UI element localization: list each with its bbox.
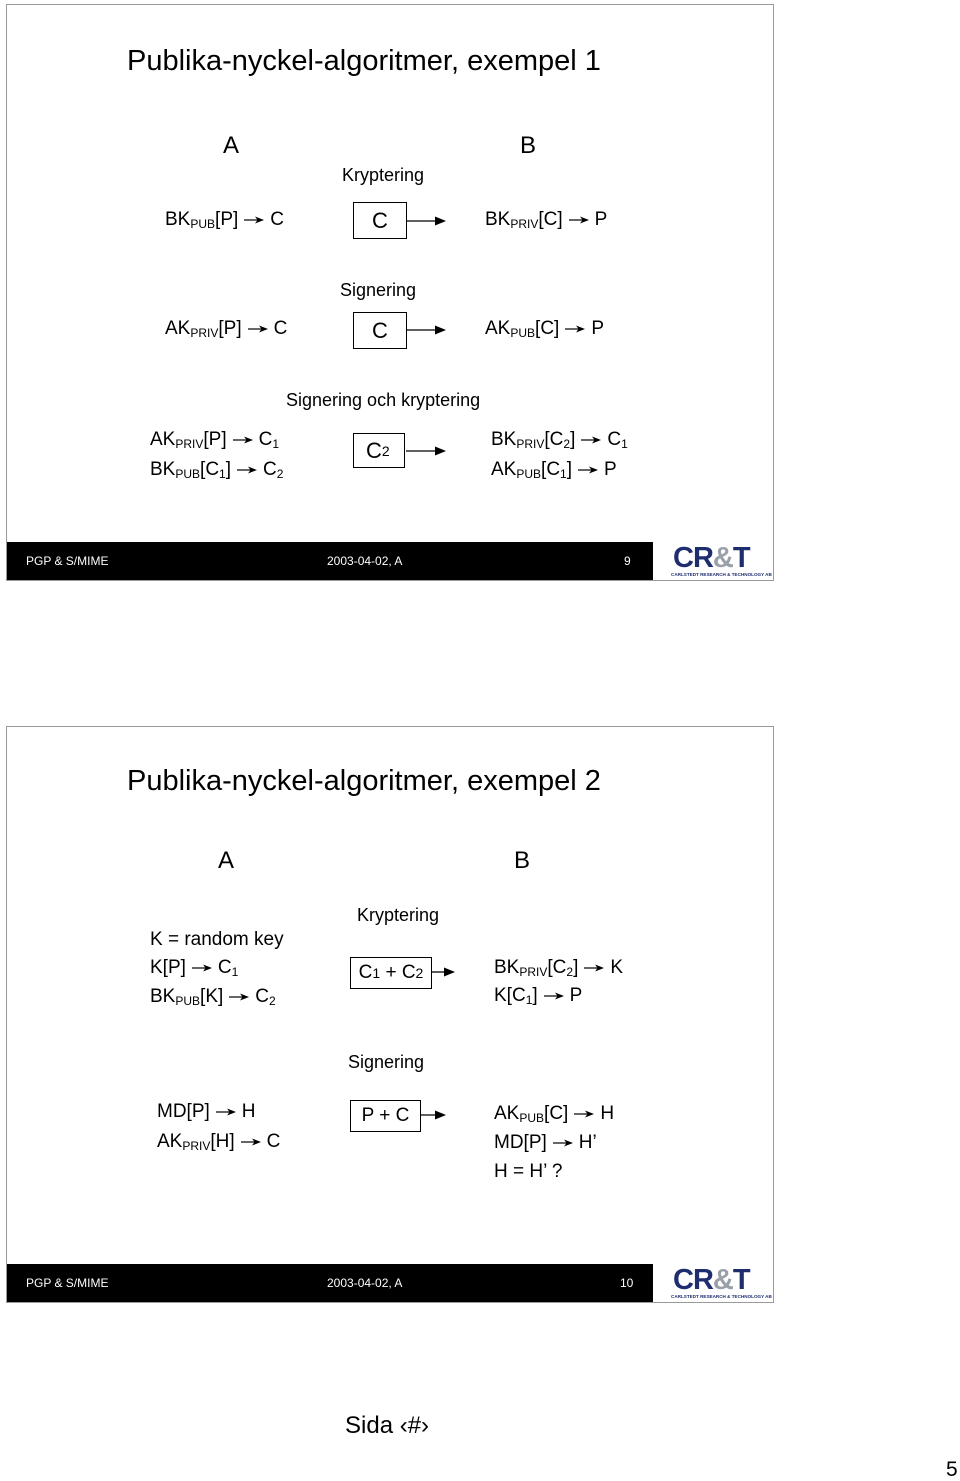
company-logo: CR&T CARLSTEDT RESEARCH & TECHNOLOGY AB <box>653 1264 773 1302</box>
both-right-line-2: $AK_{PUB}[C_1]$ P <box>491 459 617 481</box>
transfer-arrow-icon <box>406 215 446 227</box>
encrypt-key-line: $BK_{PUB}[K]$ $C_2$ <box>150 986 276 1008</box>
transfer-arrow-icon <box>420 1109 446 1121</box>
footer-title: PGP & S/MIME <box>26 554 109 568</box>
sign-hash-line: $AK_{PRIV}[H]$ C <box>157 1131 281 1153</box>
combined-box: C 2 <box>353 433 405 468</box>
transfer-arrow-icon <box>406 445 446 457</box>
maps-to-arrow-icon <box>232 434 254 446</box>
both-right-line-1: $BK_{PRIV}[C_2]$ $C_1$ <box>491 429 628 451</box>
maps-to-arrow-icon <box>580 434 602 446</box>
maps-to-arrow-icon <box>215 1106 237 1118</box>
encrypt-message-line: K[P] $C_1$ <box>150 957 239 979</box>
transfer-arrow-icon <box>406 324 446 336</box>
signature-box: C <box>353 312 407 349</box>
compare-line: H = H’ ? <box>494 1161 563 1182</box>
maps-to-arrow-icon <box>240 1136 262 1148</box>
slide-footer <box>7 542 773 580</box>
maps-to-arrow-icon <box>236 464 258 476</box>
maps-to-arrow-icon <box>564 323 586 335</box>
slide-number: 9 <box>624 554 631 568</box>
maps-to-arrow-icon <box>543 990 565 1002</box>
sign-and-encrypt-label: Signering och kryptering <box>286 390 481 410</box>
column-b-label: B <box>520 132 537 159</box>
footer-date: 2003-04-02, A <box>327 554 403 568</box>
maps-to-arrow-icon <box>243 214 265 226</box>
decrypt-key-line: $BK_{PRIV}[C_2]$ K <box>494 957 624 979</box>
slide-title: Publika-nyckel-algoritmer, exempel 2 <box>127 765 601 797</box>
column-a-label: A <box>218 847 235 874</box>
message-signature-box: P + C <box>350 1100 421 1132</box>
maps-to-arrow-icon <box>247 323 269 335</box>
footer-date: 2003-04-02, A <box>327 1276 403 1290</box>
column-a-label: A <box>223 132 240 159</box>
rehash-line: MD[P] H’ <box>494 1132 597 1153</box>
ciphertext-box: C <box>353 202 407 239</box>
sign-left-expr: $AK_{PRIV}[P]$ C <box>165 318 288 340</box>
ciphertext-pair-box: C 1 + C 2 <box>350 957 432 989</box>
page-number: 5 <box>946 1458 958 1481</box>
transfer-arrow-icon <box>431 966 455 978</box>
maps-to-arrow-icon <box>573 1108 595 1120</box>
both-left-line-1: $AK_{PRIV}[P]$ $C_1$ <box>150 429 280 451</box>
kryptering-label: Kryptering <box>357 905 440 925</box>
maps-to-arrow-icon <box>191 962 213 974</box>
verify-line: $AK_{PUB}[C]$ H <box>494 1103 615 1125</box>
slide-9 <box>6 4 774 581</box>
kryptering-label: Kryptering <box>342 165 425 185</box>
maps-to-arrow-icon <box>568 214 590 226</box>
column-b-label: B <box>514 847 531 874</box>
signering-label: Signering <box>340 280 417 300</box>
signering-label: Signering <box>348 1052 425 1072</box>
handout-footer: Sida ‹#› <box>345 1412 430 1439</box>
decrypt-message-line: $K[C_1]$ P <box>494 985 583 1007</box>
encrypt-left-expr: $BK_{PUB}[P]$ C <box>165 209 285 231</box>
maps-to-arrow-icon <box>583 962 605 974</box>
maps-to-arrow-icon <box>577 464 599 476</box>
slide-10 <box>6 726 774 1303</box>
both-left-line-2: $BK_{PUB}[C_1]$ $C_2$ <box>150 459 284 481</box>
slide-footer <box>7 1264 773 1302</box>
slide-number: 10 <box>620 1276 634 1290</box>
slide-title: Publika-nyckel-algoritmer, exempel 1 <box>127 45 601 77</box>
maps-to-arrow-icon <box>228 991 250 1003</box>
footer-title: PGP & S/MIME <box>26 1276 109 1290</box>
company-logo: CR&T CARLSTEDT RESEARCH & TECHNOLOGY AB <box>653 542 773 580</box>
maps-to-arrow-icon <box>552 1137 574 1149</box>
sign-right-expr: $AK_{PUB}[C]$ P <box>485 318 605 340</box>
hash-line: MD[P] H <box>157 1101 256 1122</box>
encrypt-right-expr: $BK_{PRIV}[C]$ P <box>485 209 608 231</box>
random-key-line: K = random key <box>150 929 284 950</box>
